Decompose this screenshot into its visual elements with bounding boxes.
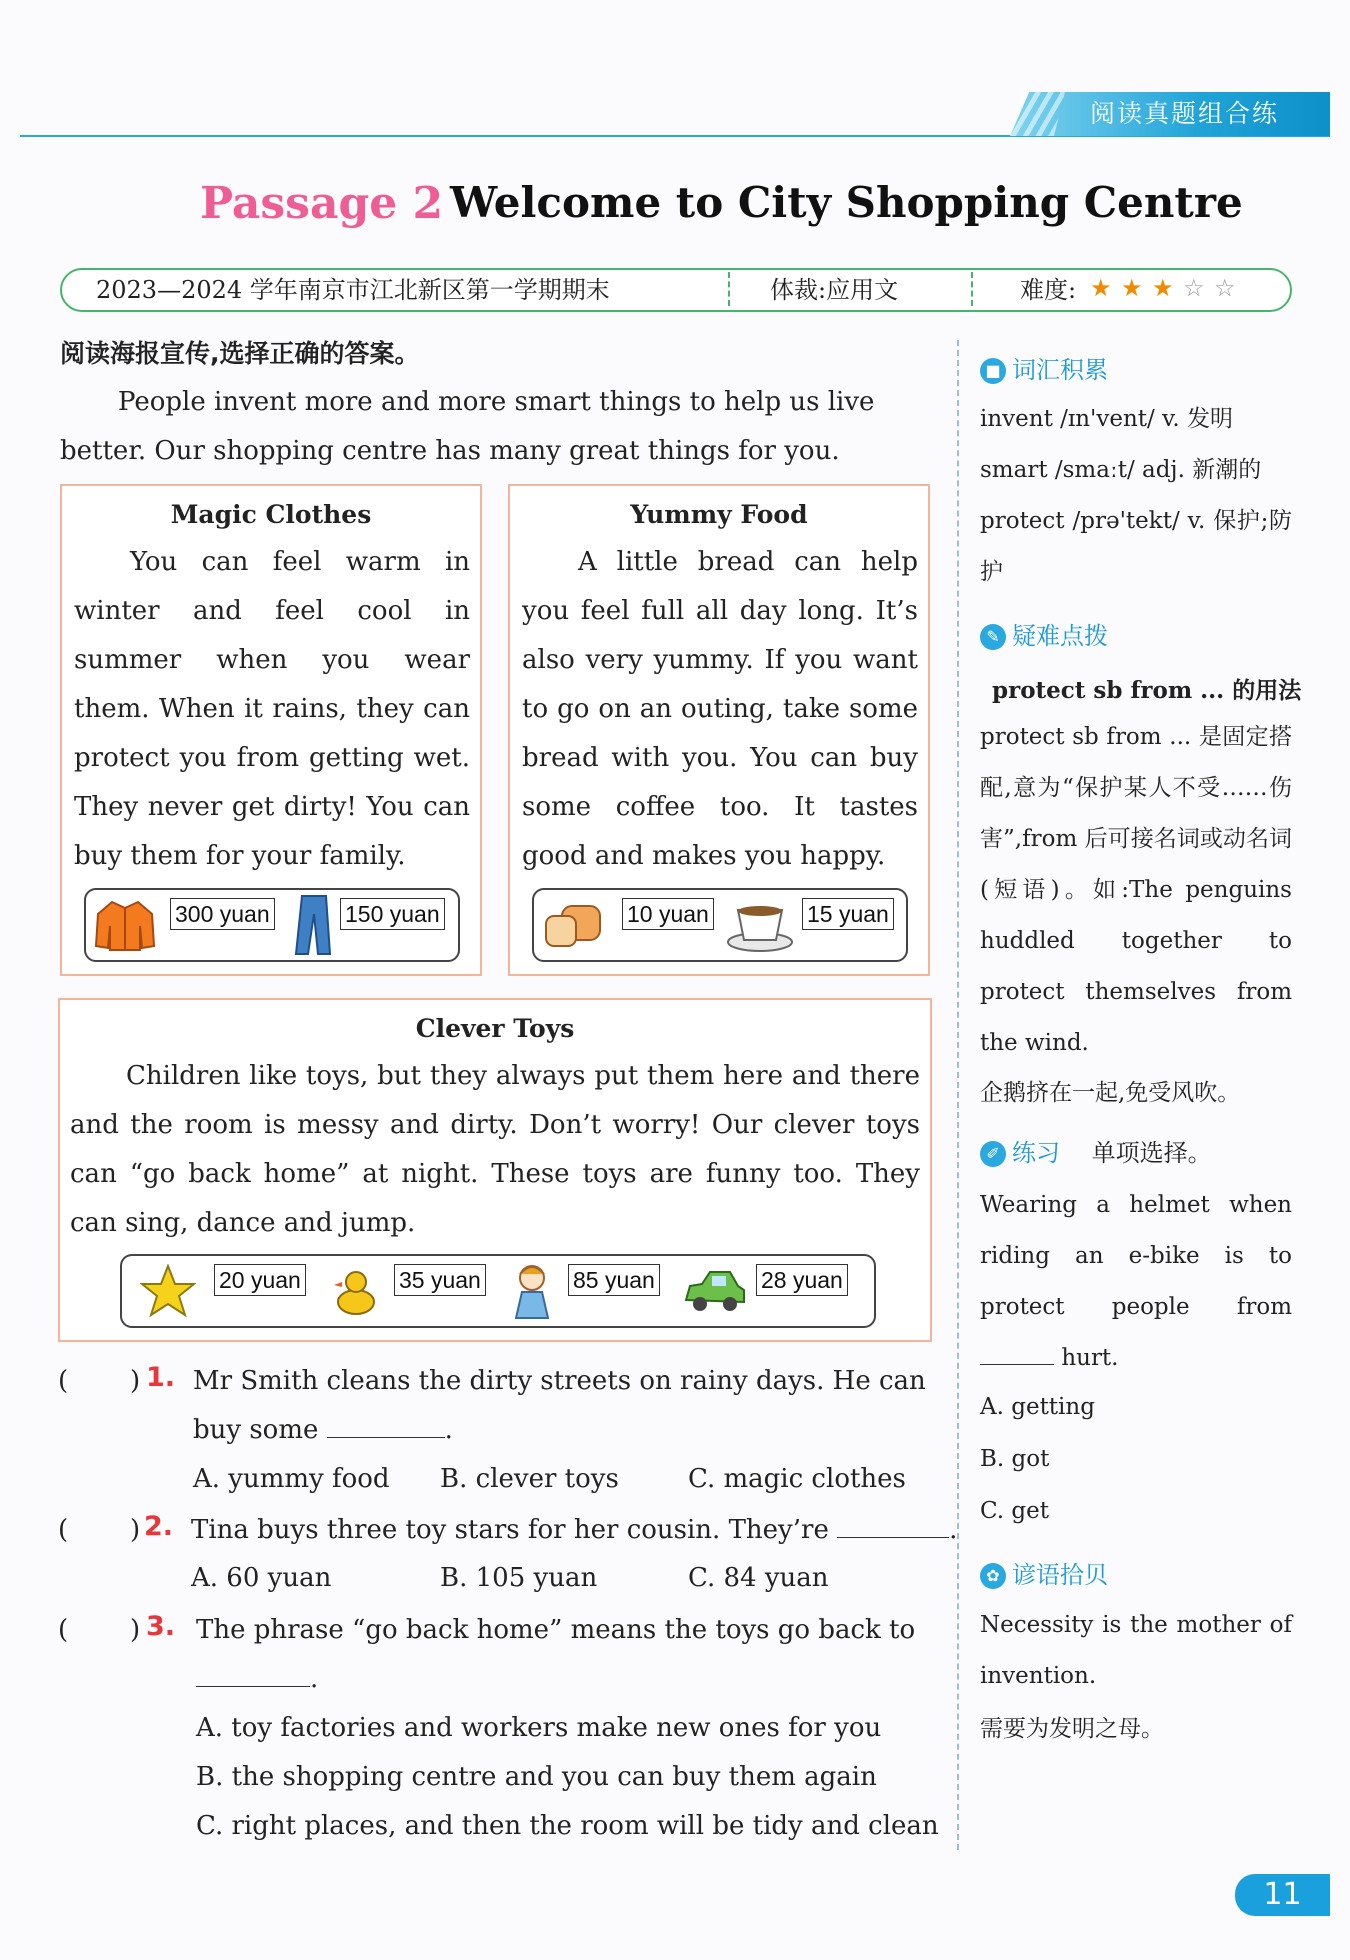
star-filled-icon: ★ — [1121, 274, 1143, 302]
vocab-heading: ■ 词汇积累 — [980, 350, 1108, 385]
star-filled-icon: ★ — [1152, 274, 1174, 302]
page-title: Welcome to City Shopping Centre — [450, 178, 1243, 227]
option-b[interactable]: B. 105 yuan — [440, 1563, 598, 1593]
question-stem-end: . — [444, 1415, 453, 1445]
tips-translation: 企鹅挤在一起,免受风吹。 — [980, 1080, 1241, 1106]
intro-paragraph: People invent more and more smart things to help us live better. Our shopping centre has many great things for you. — [60, 387, 875, 466]
price-tag: 20 yuan — [214, 1264, 306, 1296]
instruction: 阅读海报宣传,选择正确的答案。 — [60, 339, 420, 368]
practice-option-c[interactable]: C. get — [980, 1498, 1049, 1524]
proverb-translation: 需要为发明之母。 — [980, 1716, 1164, 1742]
answer-slot-3[interactable] — [72, 1615, 128, 1647]
doll-toy-icon — [512, 1262, 552, 1320]
option-a[interactable]: A. toy factories and workers make new ones for you — [196, 1713, 882, 1743]
yummy-food-price-strip — [532, 888, 908, 962]
pen-icon: ✎ — [980, 624, 1006, 650]
option-a[interactable]: A. 60 yuan — [191, 1563, 332, 1593]
answer-paren-close: ) — [130, 1366, 141, 1396]
question-number: 2. — [144, 1511, 174, 1542]
practice-task: 单项选择。 — [1091, 1139, 1212, 1167]
shell-icon: ✿ — [980, 1563, 1006, 1589]
question-number: 3. — [146, 1611, 176, 1642]
vocab-item: invent /ɪn'vent/ v. 发明 — [980, 406, 1233, 432]
coffee-icon — [726, 902, 798, 954]
duck-toy-icon — [334, 1266, 378, 1318]
practice-option-b[interactable]: B. got — [980, 1446, 1050, 1472]
option-a[interactable]: A. yummy food — [193, 1464, 390, 1494]
star-filled-icon: ★ — [1090, 274, 1112, 302]
question-stem: The phrase “go back home” means the toys go back to — [196, 1615, 916, 1645]
answer-slot-1[interactable] — [72, 1366, 128, 1398]
vocab-list — [980, 394, 1292, 598]
proverb-text: Necessity is the mother of invention. — [980, 1612, 1292, 1689]
star-empty-icon: ☆ — [1214, 274, 1236, 302]
price-tag: 10 yuan — [622, 898, 714, 930]
source-label: 2023—2024 学年南京市江北新区第一学期期末 — [96, 276, 610, 304]
genre-label: 体裁:应用文 — [770, 276, 899, 304]
tips-subheading: protect sb from ... 的用法 — [992, 677, 1302, 704]
question-stem-line — [191, 1513, 957, 1547]
question-stem-end: . — [949, 1515, 958, 1545]
option-c[interactable]: C. magic clothes — [688, 1464, 906, 1494]
answer-paren-open: ( — [58, 1515, 69, 1545]
vocab-item: smart /smaːt/ adj. 新潮的 — [980, 457, 1262, 483]
price-tag: 300 yuan — [170, 898, 275, 930]
passage-number: Passage 2 — [200, 178, 444, 229]
vocab-item: protect /prə'tekt/ v. 保护;防护 — [980, 508, 1292, 585]
page-number: 11 — [1235, 1874, 1330, 1916]
option-c[interactable]: C. right places, and then the room will be tidy and clean — [196, 1811, 939, 1841]
info-separator — [728, 272, 730, 306]
option-b[interactable]: B. clever toys — [440, 1464, 619, 1494]
question-stem-line2 — [196, 1662, 318, 1696]
option-c[interactable]: C. 84 yuan — [688, 1563, 829, 1593]
price-tag: 85 yuan — [568, 1264, 660, 1296]
answer-paren-open: ( — [58, 1615, 69, 1645]
yummy-food-title: Yummy Food — [630, 500, 808, 529]
star-empty-icon: ☆ — [1183, 274, 1205, 302]
answer-blank — [980, 1344, 1054, 1365]
answer-blank — [837, 1517, 949, 1538]
info-separator — [971, 272, 973, 306]
jeans-icon — [292, 894, 332, 956]
clever-toys-title: Clever Toys — [415, 1014, 575, 1043]
column-divider — [957, 340, 959, 1850]
answer-paren-close: ) — [130, 1515, 141, 1545]
bread-icon — [542, 900, 606, 950]
practice-option-a[interactable]: A. getting — [980, 1394, 1095, 1420]
question-stem-line2 — [193, 1413, 453, 1447]
clever-toys-price-strip — [120, 1254, 876, 1328]
answer-paren-open: ( — [58, 1366, 69, 1396]
header-tab-label: 阅读真题组合练 — [1090, 99, 1280, 128]
answer-paren-close: ) — [130, 1615, 141, 1645]
price-tag: 150 yuan — [340, 898, 445, 930]
question-stem: Tina buys three toy stars for her cousin. They’re — [191, 1515, 829, 1545]
car-toy-icon — [682, 1266, 746, 1316]
star-toy-icon — [140, 1264, 196, 1318]
answer-slot-2[interactable] — [72, 1515, 128, 1547]
yummy-food-box — [508, 484, 930, 976]
price-tag: 35 yuan — [394, 1264, 486, 1296]
magic-clothes-title: Magic Clothes — [170, 500, 372, 529]
magic-clothes-price-strip — [84, 888, 460, 962]
magic-clothes-text: You can feel warm in winter and feel cool in summer when you wear them. When it rains, they can protect you from getting wet. They never get dirty! You can buy them for your family. — [74, 547, 470, 871]
answer-blank — [196, 1666, 310, 1687]
question-stem: Mr Smith cleans the dirty streets on rainy days. He can — [193, 1366, 926, 1396]
magic-clothes-box — [60, 484, 482, 976]
practice-stem: Wearing a helmet when riding an e-bike is to protect people from hurt. — [980, 1192, 1292, 1371]
proverb-heading: ✿ 谚语拾贝 — [980, 1555, 1108, 1590]
question-stem-end: . — [310, 1664, 319, 1694]
tips-heading: ✎ 疑难点拨 — [980, 616, 1108, 651]
answer-blank — [327, 1417, 445, 1438]
question-number: 1. — [146, 1362, 176, 1393]
pencil-icon: ✐ — [980, 1141, 1006, 1167]
tips-text: protect sb from ... 是固定搭配,意为“保护某人不受……伤害”,from 后可接名词或动名词(短语)。如:The penguins huddled together to protect themselves from the wind. — [980, 724, 1292, 1056]
difficulty-label: 难度: — [1020, 276, 1077, 304]
clever-toys-text: Children like toys, but they always put them here and there and the room is messy and dirty. Don’t worry! Our clever toys can “go back home” at night. These toys are funny too. They can sing, dance and jump. — [70, 1061, 920, 1238]
clever-toys-box — [58, 998, 932, 1342]
price-tag: 28 yuan — [756, 1264, 848, 1296]
yummy-food-text: A little bread can help you feel full all day long. It’s also very yummy. If you want to go on an outing, take some bread with you. You can buy some coffee too. It tastes good and makes you happy. — [522, 547, 918, 871]
jacket-icon — [94, 896, 156, 954]
practice-heading: ✐ 练习 单项选择。 — [980, 1133, 1212, 1168]
question-stem-text: buy some — [193, 1415, 319, 1445]
price-tag: 15 yuan — [802, 898, 894, 930]
option-b[interactable]: B. the shopping centre and you can buy them again — [196, 1762, 877, 1792]
book-icon: ■ — [980, 358, 1006, 384]
